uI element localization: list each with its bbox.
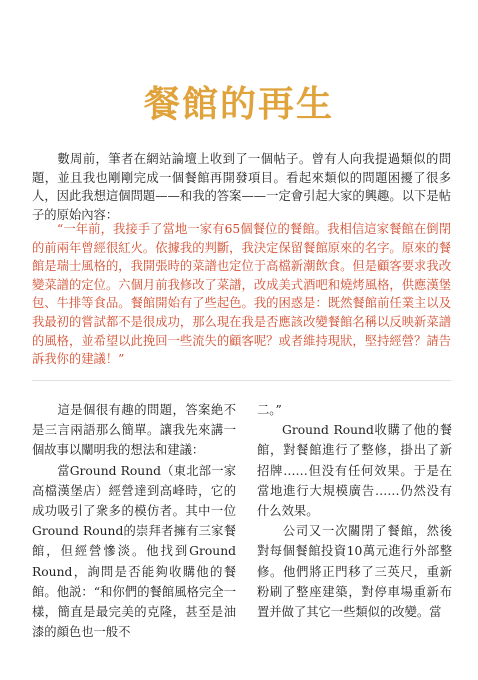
left-paragraph-2-text: 當Ground Round（東北部一家高檔漢堡店）經營達到高峰時，它的成功吸引了衆多的模仿者。其中一位Ground Round的崇拜者擁有三家餐館，但經營慘淡。他找到Ground Round，詢問是否能夠收購他的餐館。他説：“和你們的餐館風格完全一樣，簡直是最完美的克隆，甚至是油漆的顔色也一般不 [32,463,236,640]
forum-quote [32,220,451,369]
right-paragraph-2-text: Ground Round收購了他的餐館，對餐館進行了整修，掛出了新招牌……但没有任何效果。于是在當地進行大規模廣告……仍然没有什么效果。 [257,423,452,519]
right-paragraph-3-text: 公司又一次關閉了餐館，然後對每個餐館投資10萬元進行外部整修。他們將正門移了三英尺，重新粉刷了整座建築，對停車場重新布置并做了其它一些類似的改變。當 [257,524,452,620]
right-paragraph-3 [257,521,452,622]
left-paragraph-1-text: 這是個很有趣的問題，答案絶不是三言兩語那么簡單。讓我先來講一個故事以闡明我的想法和建議： [32,403,236,458]
right-paragraph-1 [257,400,452,420]
intro-paragraph [32,150,451,224]
intro-text: 數周前，筆者在網站論壇上收到了一個帖子。曾有人向我提過類似的問題，並且我也剛剛完成一個餐館再開發項目。看起來類似的問題困擾了很多人，因此我想這個問題——和我的答案——一定會引起大家的興趣。以下是帖子的原始內容： [32,152,451,222]
quote-text: “一年前，我接手了當地一家有65個餐位的餐館。我相信這家餐館在倒閉的前兩年曾經很紅火。依據我的判斷，我決定保留餐館原來的名字。原來的餐館是瑞士風格的，我開張時的菜譜也定位于高檔新潮飲食。但是顧客要求我改變菜譜的定位。六個月前我修改了菜譜，改成美式酒吧和燒烤風格，供應漢堡包、牛排等食品。餐館開始有了些起色。我的困惑是：既然餐館前任業主以及我最初的嘗試都不是很成功，那么現在我是否應該改變餐館名稱以反映新菜譜的風格，並希望以此挽回一些流失的顧客呢？或者維持現狀，堅持經營？請告訴我你的建議！” [32,222,451,367]
right-column [257,400,452,622]
section-divider [32,380,451,381]
right-paragraph-2 [257,420,452,521]
left-column [32,400,236,642]
right-paragraph-1-text: 二。” [257,403,282,417]
article-title: 餐館的再生 [143,83,334,125]
left-paragraph-2 [32,461,236,643]
left-paragraph-1 [32,400,236,461]
